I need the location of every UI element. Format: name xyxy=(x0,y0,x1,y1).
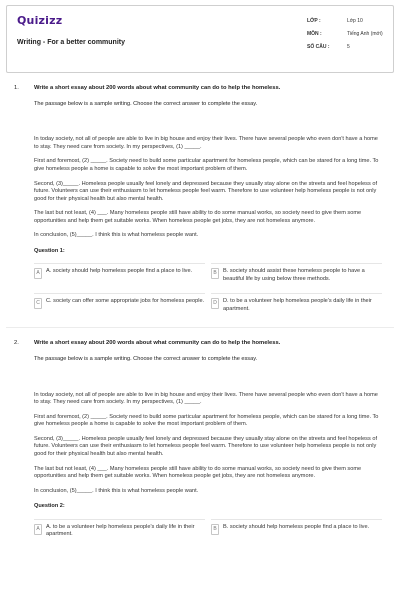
option-letter-box: B xyxy=(211,524,219,535)
answer-options xyxy=(34,263,382,315)
meta-row-count xyxy=(307,41,397,54)
option-letter-box: A xyxy=(34,268,42,279)
passage-paragraph-2: First and foremost, (2) _____. Society need to build some particular apartment for homeless people, which can be stared for a long time. To give homeless people a home is capable to solve the most important problem of them. xyxy=(34,413,379,428)
option-letter-box: D xyxy=(211,298,219,309)
question-number: 1. xyxy=(14,85,19,91)
meta-value: Tiếng Anh (mới) xyxy=(347,31,383,38)
passage-paragraph-1: In today society, not all of people are able to live in big house and enjoy their lives. There have several people who even don't have a home to stay. They need care from society. In my perspectives, (1) _____. xyxy=(34,136,378,150)
passage-paragraph-4: The last but not least, (4) ___. Many homeless people still have ability to do some manual works, so society need to give them some opportunities and help them get suitable works. When homeless people get jobs, they are not homeless anymore. xyxy=(34,465,362,480)
option-letter-box: B xyxy=(211,268,219,279)
meta-label: MÔN : xyxy=(307,31,322,38)
option-text: D. to be a volunteer help homeless people's daily life in their apartment. xyxy=(223,298,372,312)
option-text: C. society can offer some appropriate jobs for homeless people. xyxy=(46,298,205,305)
question-label: Question 2: xyxy=(34,503,65,510)
question-heading: Write a short essay about 200 words about what community can do to help the homeless. xyxy=(34,85,281,91)
answer-option-c[interactable] xyxy=(34,293,205,315)
passage-paragraph-1: In today society, not all of people are able to live in big house and enjoy their lives. There have several people who even don't have a home to stay. They need care from society. In my perspectives, (1) _____. xyxy=(34,391,378,406)
passage-paragraph-3: Second, (3)_____. Homeless people usually feel lonely and depressed because they usually stay alone on the streets and feel hopeless of future. Volunteers can use their enthusiasm to let homeless people feel warm. Therefore to use volunteer help homeless people is not only good for their physical health but also mental health. xyxy=(34,180,377,202)
meta-label: SỐ CÂU : xyxy=(307,44,330,51)
question-number: 2. xyxy=(14,340,19,347)
worksheet-header xyxy=(6,5,394,73)
answer-option-a[interactable] xyxy=(34,519,205,541)
passage-paragraph-4: The last but not least, (4) ___. Many homeless people still have ability to do some manual works, so society need to give them some opportunities and help them get suitable works. When homeless people get jobs, they are not homeless anymore. xyxy=(34,210,362,224)
answer-option-a[interactable] xyxy=(34,263,205,285)
question-1 xyxy=(6,85,394,315)
passage-paragraph-5: In conclusion, (5)_____. I think this is what homeless people want. xyxy=(34,487,199,494)
option-text: B. society should assist these homeless people to have a beautiful life by using below three methods. xyxy=(223,268,365,282)
answer-option-b[interactable] xyxy=(211,263,382,285)
option-text: B. society should help homeless people find a place to live. xyxy=(223,523,370,530)
question-2 xyxy=(6,327,394,540)
question-heading: Write a short essay about 200 words about what community can do to help the homeless. xyxy=(34,340,281,347)
quizizz-logo[interactable]: Quizizz xyxy=(17,14,63,27)
meta-label: LỚP : xyxy=(307,18,321,25)
passage-paragraph-5: In conclusion, (5)_____. I think this is what homeless people want. xyxy=(34,232,199,239)
passage-paragraph-3: Second, (3)_____. Homeless people usually feel lonely and depressed because they usually stay alone on the streets and feel hopeless of future. Volunteers can use their enthusiasm to let homeless people feel warm. Therefore to use volunteer help homeless people is not only good for their physical health but also mental health. xyxy=(34,435,377,458)
passage-paragraph-2: First and foremost, (2) _____. Society need to build some particular apartment for homeless people, which can be stared for a long time. To give homeless people a home is capable to solve the most important problem of them. xyxy=(34,158,379,172)
worksheet-title: Writing - For a better community xyxy=(17,38,125,46)
option-letter-box: C xyxy=(34,298,42,309)
question-list xyxy=(6,85,394,541)
question-instruction: The passage below is a sample writing. Choose the correct answer to complete the essay. xyxy=(34,100,258,107)
meta-value: 5 xyxy=(347,44,350,51)
question-instruction: The passage below is a sample writing. Choose the correct answer to complete the essay. xyxy=(34,356,258,363)
option-text: A. society should help homeless people find a place to live. xyxy=(46,268,193,275)
answer-option-d[interactable] xyxy=(211,293,382,315)
worksheet-meta xyxy=(307,15,397,54)
option-letter-box: A xyxy=(34,524,42,535)
answer-options xyxy=(34,519,382,541)
meta-row-class xyxy=(307,15,397,28)
meta-value: Lớp 10 xyxy=(347,18,363,25)
answer-option-b[interactable] xyxy=(211,519,382,541)
meta-row-subject xyxy=(307,28,397,41)
option-text: A. to be a volunteer help homeless people's daily life in their apartment. xyxy=(46,523,195,538)
question-label: Question 1: xyxy=(34,247,65,254)
